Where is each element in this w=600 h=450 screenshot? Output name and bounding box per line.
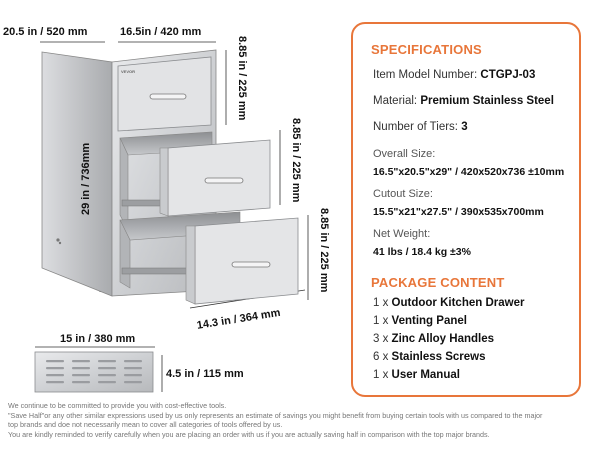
dim-panel-height: 4.5 in / 115 mm <box>166 368 244 380</box>
package-name: Zinc Alloy Handles <box>391 333 495 345</box>
disclaimer <box>8 401 593 439</box>
spec-model <box>373 69 535 81</box>
spec-material-label: Material: <box>373 95 418 107</box>
dim-tier-3: 8.85 in / 225 mm <box>318 208 330 293</box>
spec-overall-value: 16.5"x20.5"x29" / 420x520x736 ±10mm <box>373 166 565 178</box>
package-qty: 1 x <box>373 369 389 381</box>
spec-card <box>351 22 581 397</box>
package-qty: 6 x <box>373 351 389 363</box>
spec-model-value: CTGPJ-03 <box>480 69 536 81</box>
package-name: User Manual <box>391 369 460 381</box>
spec-cutout-value: 15.5"x21"x27.5" / 390x535x700mm <box>373 206 544 218</box>
disclaimer-line: "Save Half"or any other similar expressions used by us only represents an estimate of savings you might benefit from buying certain tools with us compared to the major <box>8 410 543 420</box>
package-item <box>373 315 467 327</box>
dim-tier-2: 8.85 in / 225 mm <box>290 118 302 203</box>
spec-tiers-label: Number of Tiers: <box>373 121 458 133</box>
spec-weight-label: Net Weight: <box>373 228 431 240</box>
spec-tiers-value: 3 <box>461 121 468 133</box>
brand-logo: VEVOR <box>121 69 136 74</box>
dim-depth: 20.5 in / 520 mm <box>3 26 88 38</box>
package-qty: 3 x <box>373 333 389 345</box>
package-qty: 1 x <box>373 315 389 327</box>
spec-title: SPECIFICATIONS <box>371 42 482 57</box>
disclaimer-line: We continue to be committed to provide you with cost-effective tools. <box>8 401 227 410</box>
package-title: PACKAGE CONTENT <box>371 275 505 290</box>
package-name: Stainless Screws <box>391 351 486 363</box>
package-qty: 1 x <box>373 297 389 309</box>
dim-panel-width: 15 in / 380 mm <box>60 333 136 345</box>
dim-height: 29 in / 736mm <box>80 142 92 215</box>
spec-weight-value: 41 lbs / 18.4 kg ±3% <box>373 246 471 258</box>
spec-material-value: Premium Stainless Steel <box>420 95 554 107</box>
dim-width: 16.5in / 420 mm <box>120 26 202 38</box>
spec-material <box>373 95 554 107</box>
spec-overall-label: Overall Size: <box>373 148 436 160</box>
package-item <box>373 333 494 345</box>
venting-panel <box>35 352 153 392</box>
package-item <box>373 297 524 309</box>
package-item <box>373 369 460 381</box>
spec-tiers <box>373 121 468 133</box>
disclaimer-line: You are kindly reminded to verify carefully when you are placing an order with us if you are actually saving half in comparison with the top major brands. <box>8 429 490 439</box>
dim-drawer-depth: 14.3 in / 364 mm <box>196 306 282 332</box>
spec-cutout-label: Cutout Size: <box>373 188 433 200</box>
package-name: Outdoor Kitchen Drawer <box>391 297 525 309</box>
package-name: Venting Panel <box>391 315 467 327</box>
package-item <box>373 351 486 363</box>
dim-tier-1: 8.85 in / 225 mm <box>236 36 248 121</box>
disclaimer-line: top brands and doe not necessarily mean to cover all categories of tools offered by us. <box>8 420 283 430</box>
spec-model-label: Item Model Number: <box>373 69 478 81</box>
